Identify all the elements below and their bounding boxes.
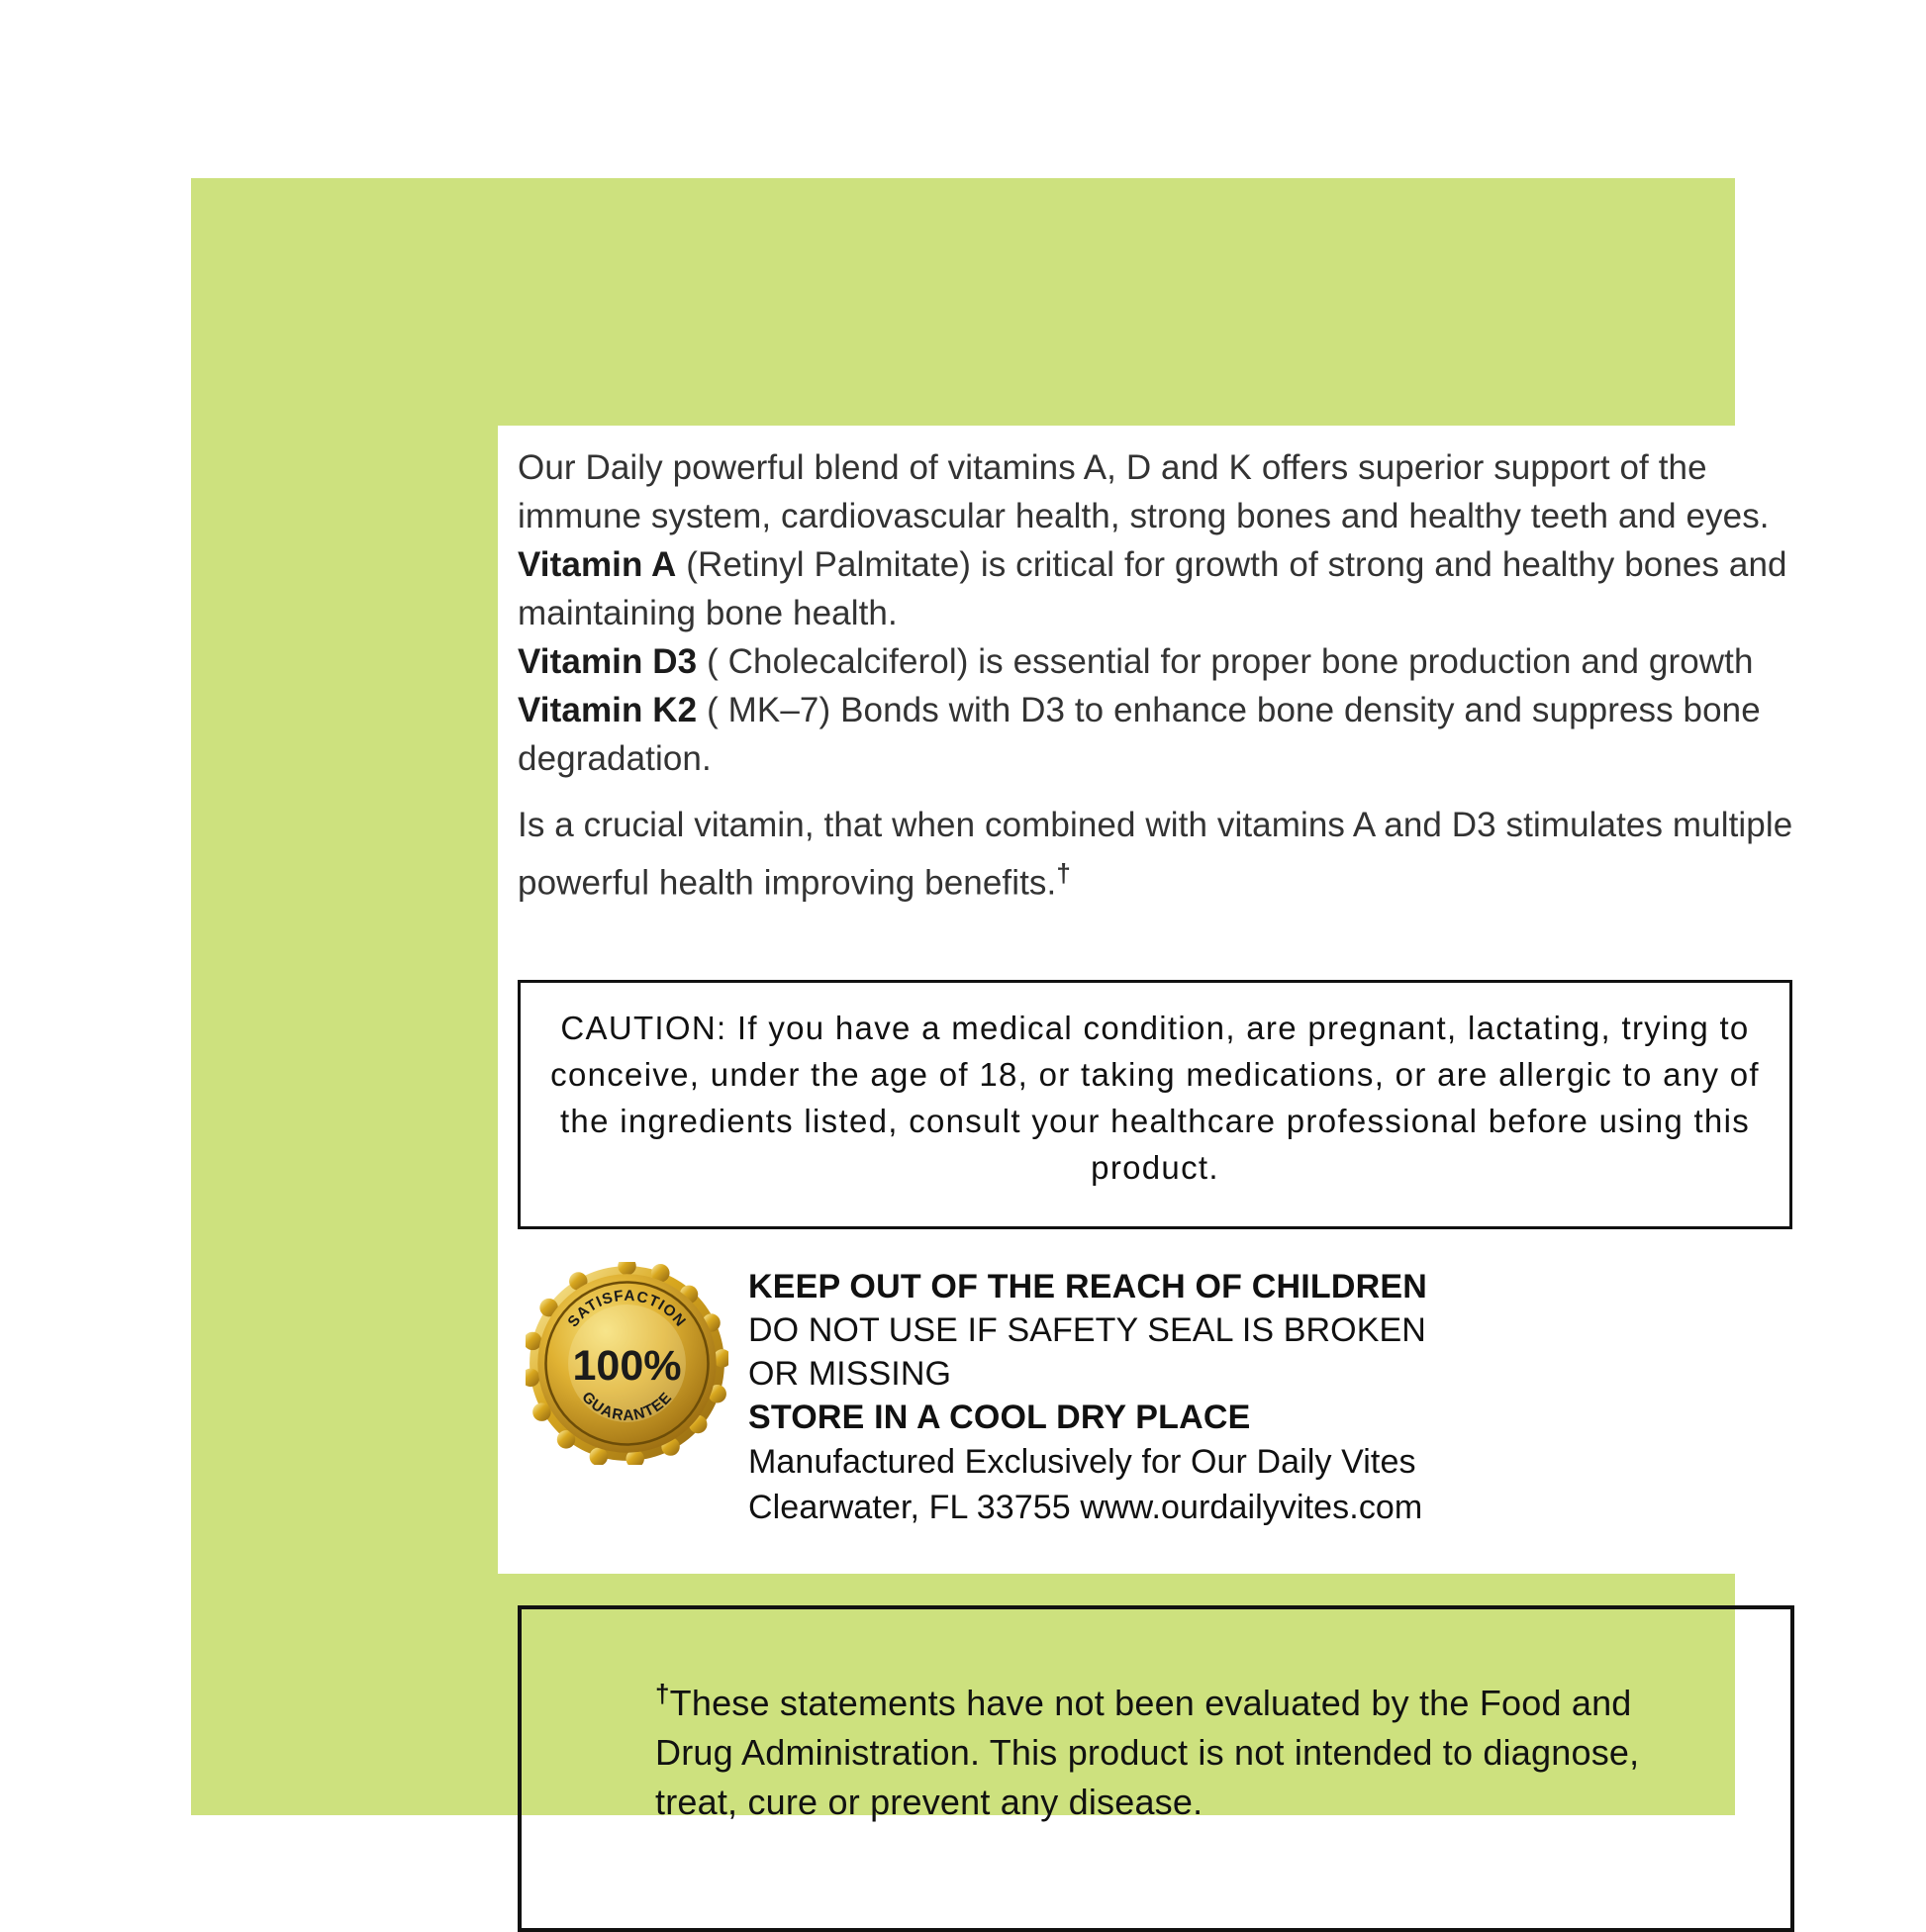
disclaimer-body: These statements have not been evaluated by the Food and Drug Administration. This product is not intended to diagnose, treat, cure or prevent any disease.	[655, 1683, 1640, 1822]
vitamin-d3-description: ( Cholecalciferol) is essential for proper bone production and growth	[697, 642, 1754, 681]
vitamin-k2-description: ( MK–7) Bonds with D3 to enhance bone density and suppress bone degradation.	[518, 691, 1761, 778]
svg-text:SATISFACTION: SATISFACTION	[564, 1287, 690, 1331]
fda-disclaimer-text	[655, 1669, 1704, 1827]
manufactured-for-text: Manufactured Exclusively for Our Daily Vites	[748, 1443, 1416, 1481]
paragraph-spacer	[518, 783, 1804, 801]
caution-box	[518, 980, 1792, 1229]
store-cool-dry-text: STORE IN A COOL DRY PLACE	[748, 1399, 1251, 1436]
company-address-text: Clearwater, FL 33755 www.ourdailyvites.com	[748, 1489, 1423, 1526]
caution-text: CAUTION: If you have a medical condition, are pregnant, lactating, trying to conceive, under the age of 18, or taking medications, or are allergic to any of the ingredients listed, consult your healthcare professional before using this product.	[550, 1010, 1760, 1186]
fda-disclaimer-box	[518, 1605, 1794, 1932]
vitamin-a-description: (Retinyl Palmitate) is critical for growth of strong and healthy bones and maintaining bone health.	[518, 545, 1787, 632]
vitamin-d3-name: Vitamin D3	[518, 642, 698, 681]
svg-text:100%: 100%	[572, 1341, 682, 1390]
vitamin-k2-line	[518, 686, 1804, 783]
vitamin-d3-line	[518, 637, 1804, 686]
dagger-symbol: †	[1056, 858, 1071, 888]
intro-paragraph: Our Daily powerful blend of vitamins A, D and K offers superior support of the immune system, cardiovascular health, strong bones and healthy teeth and eyes.	[518, 448, 1770, 535]
vitamin-a-line	[518, 540, 1804, 637]
keep-out-of-reach-text: KEEP OUT OF THE REACH OF CHILDREN	[748, 1268, 1428, 1305]
closing-paragraph	[518, 801, 1804, 908]
svg-text:GUARANTEE: GUARANTEE	[578, 1389, 676, 1425]
disclaimer-dagger-symbol: †	[655, 1679, 670, 1708]
satisfaction-guarantee-seal-icon	[526, 1262, 728, 1465]
white-info-card	[498, 426, 1814, 1574]
warnings-block	[748, 1265, 1778, 1530]
vitamin-k2-name: Vitamin K2	[518, 691, 698, 729]
safety-seal-line-1: DO NOT USE IF SAFETY SEAL IS BROKEN	[748, 1311, 1426, 1349]
green-label-panel	[191, 178, 1793, 1822]
safety-seal-line-2: OR MISSING	[748, 1355, 952, 1393]
vitamin-a-name: Vitamin A	[518, 545, 677, 584]
closing-text: Is a crucial vitamin, that when combined with vitamins A and D3 stimulates multiple powerful health improving benefits.	[518, 806, 1793, 903]
product-description-block	[518, 443, 1804, 908]
